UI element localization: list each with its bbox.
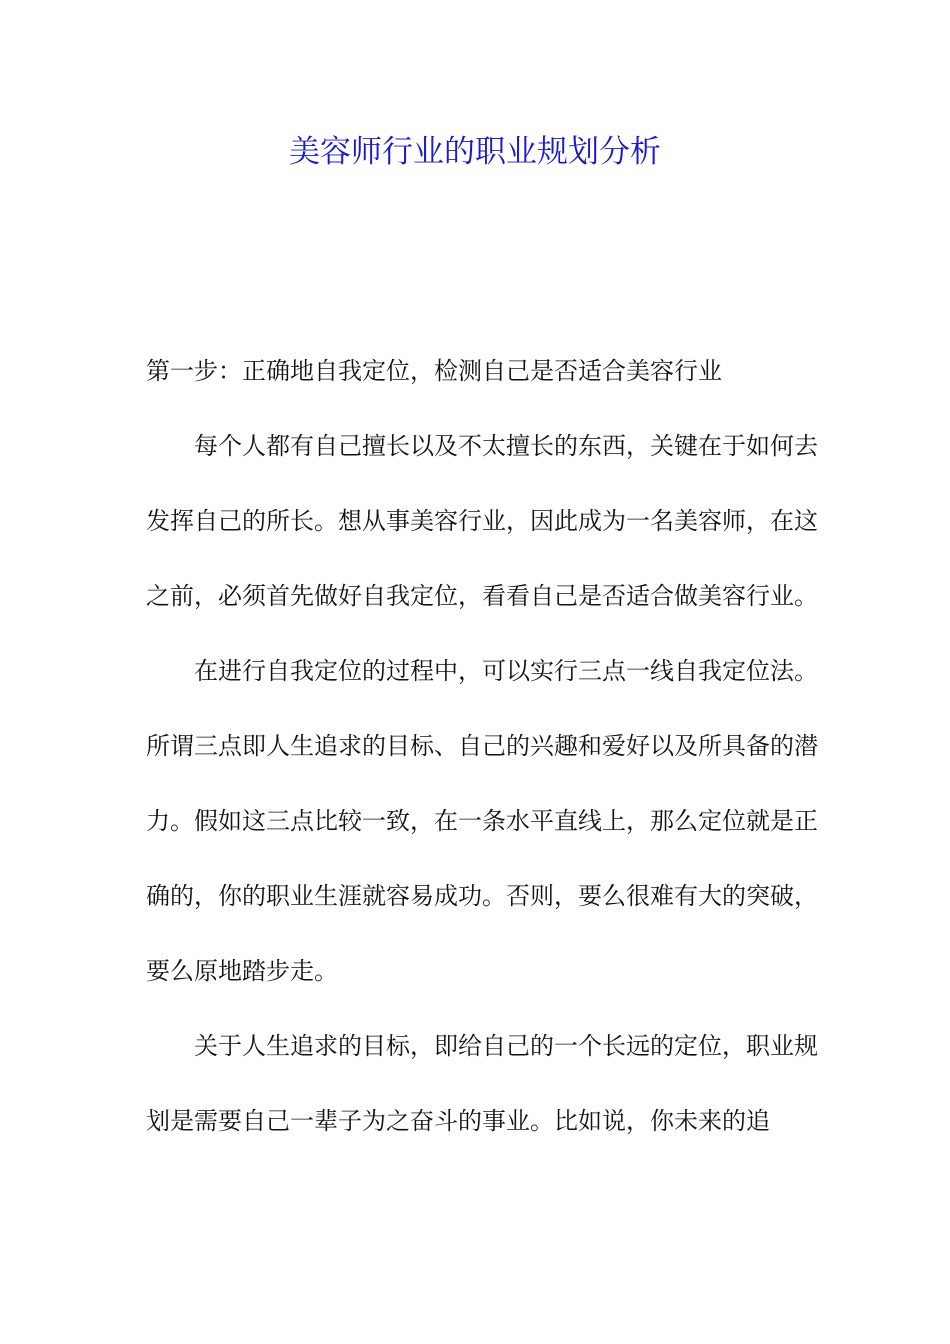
paragraph: 在进行自我定位的过程中，可以实行三点一线自我定位法。所谓三点即人生追求的目标、自己的兴趣和爱好以及所具备的潜力。假如这三点比较一致，在一条水平直线上，那么定位就是正确的，你的职业生涯就容易成功。否则，要么很难有大的突破，要么原地踏步走。 [146, 657, 818, 985]
section-heading: 第一步：正确地自我定位，检测自己是否适合美容行业 [146, 357, 722, 385]
document-body [146, 334, 818, 1159]
paragraph: 关于人生追求的目标，即给自己的一个长远的定位，职业规划是需要自己一辈子为之奋斗的事业。比如说，你未来的追 [146, 1032, 818, 1135]
document-title: 美容师行业的职业规划分析 [289, 134, 661, 170]
paragraph: 每个人都有自己擅长以及不太擅长的东西，关键在于如何去发挥自己的所长。想从事美容行业，因此成为一名美容师，在这之前，必须首先做好自我定位，看看自己是否适合做美容行业。 [146, 432, 818, 610]
